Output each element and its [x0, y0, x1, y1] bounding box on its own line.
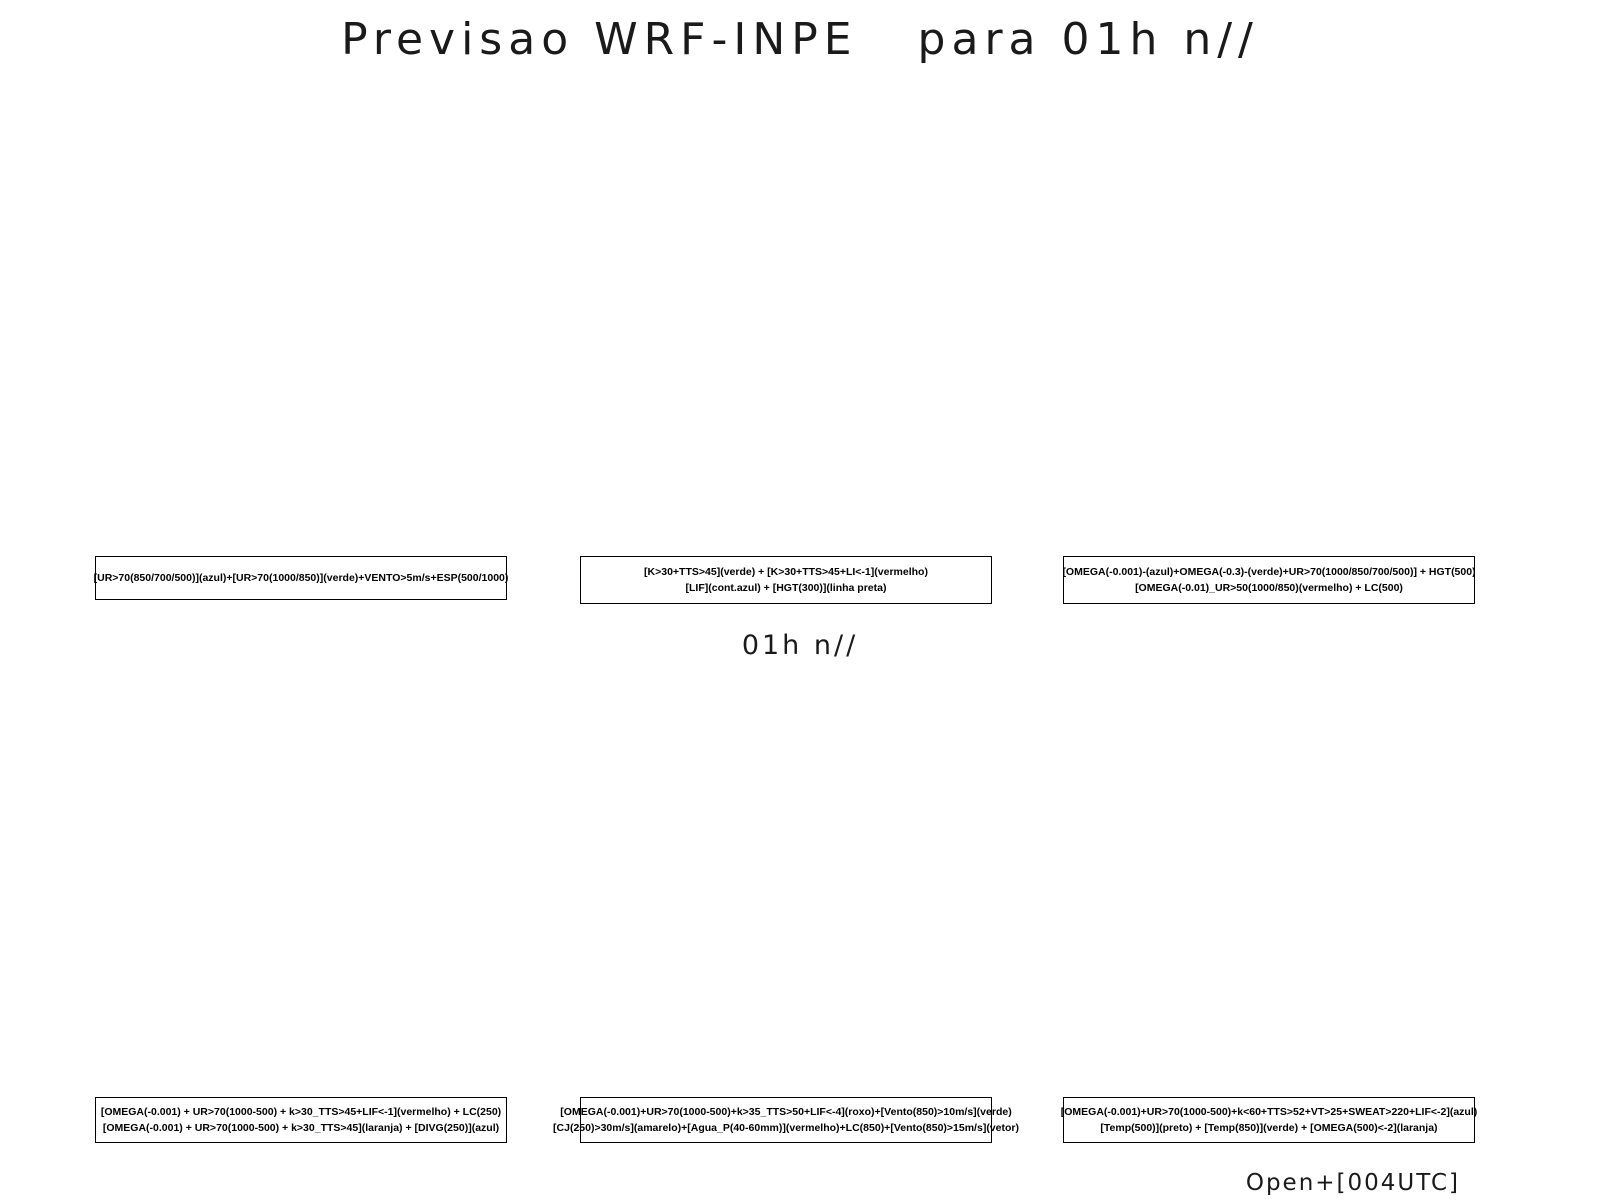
legend-top-right [1063, 556, 1475, 604]
map-panel-bottom-center [580, 690, 992, 1090]
map-panel-bottom-left [95, 690, 507, 1090]
legend-line: [OMEGA(-0.001)+UR>70(1000-500)+k>35_TTS>50+LIF<-4](roxo)+[Vento(850)>10m/s](verde) [560, 1105, 1012, 1118]
legend-line: [LIF](cont.azul) + [HGT(300)](linha preta) [685, 582, 887, 594]
legend-bottom-left [95, 1097, 507, 1143]
map-panel-top-right [1063, 110, 1475, 550]
legend-bottom-center [553, 1097, 1019, 1143]
legend-line: [OMEGA(-0.001) + UR>70(1000-500) + k>30_TTS>45+LIF<-1](vermelho) + LC(250) [100, 1105, 502, 1118]
legend-line: [UR>70(850/700/500)](azul)+[UR>70(1000/850)](verde)+VENTO>5m/s+ESP(500/1000) [93, 571, 509, 584]
map-panel-top-left [95, 110, 507, 550]
page-title: Previsao WRF-INPE para 01h n// [341, 14, 1259, 65]
legend-line: [K>30+TTS>45](verde) + [K>30+TTS>45+LI<-1](vermelho) [644, 565, 928, 578]
legend-line: [Temp(500)](preto) + [Temp(850)](verde) + [OMEGA(500)<-2](laranja) [1100, 1122, 1438, 1134]
map-panel-bottom-right [1063, 690, 1475, 1090]
legend-line: [OMEGA(-0.01)_UR>50(1000/850)(vermelho) + LC(500) [1135, 582, 1403, 594]
legend-top-left [95, 556, 507, 600]
legend-line: [OMEGA(-0.001)+UR>70(1000-500)+k<60+TTS>52+VT>25+SWEAT>220+LIF<-2](azul) [1060, 1105, 1478, 1118]
legend-bottom-right [1060, 1097, 1478, 1143]
legend-line: [OMEGA(-0.001)-(azul)+OMEGA(-0.3)-(verde)+UR>70(1000/850/700/500)] + HGT(500) [1062, 565, 1476, 578]
forecast-hour-label: 01h n// [741, 630, 859, 661]
map-panel-top-center [580, 110, 992, 550]
legend-line: [OMEGA(-0.001) + UR>70(1000-500) + k>30_TTS>45](laranja) + [DIVG(250)](azul) [102, 1122, 500, 1134]
footer-run-label: Open+[004UTC] [1245, 1170, 1460, 1196]
legend-top-center [580, 556, 992, 604]
legend-line: [CJ(250)>30m/s](amarelo)+[Agua_P(40-60mm)](vermelho)+LC(850)+[Vento(850)>15m/s](vetor) [553, 1122, 1019, 1134]
